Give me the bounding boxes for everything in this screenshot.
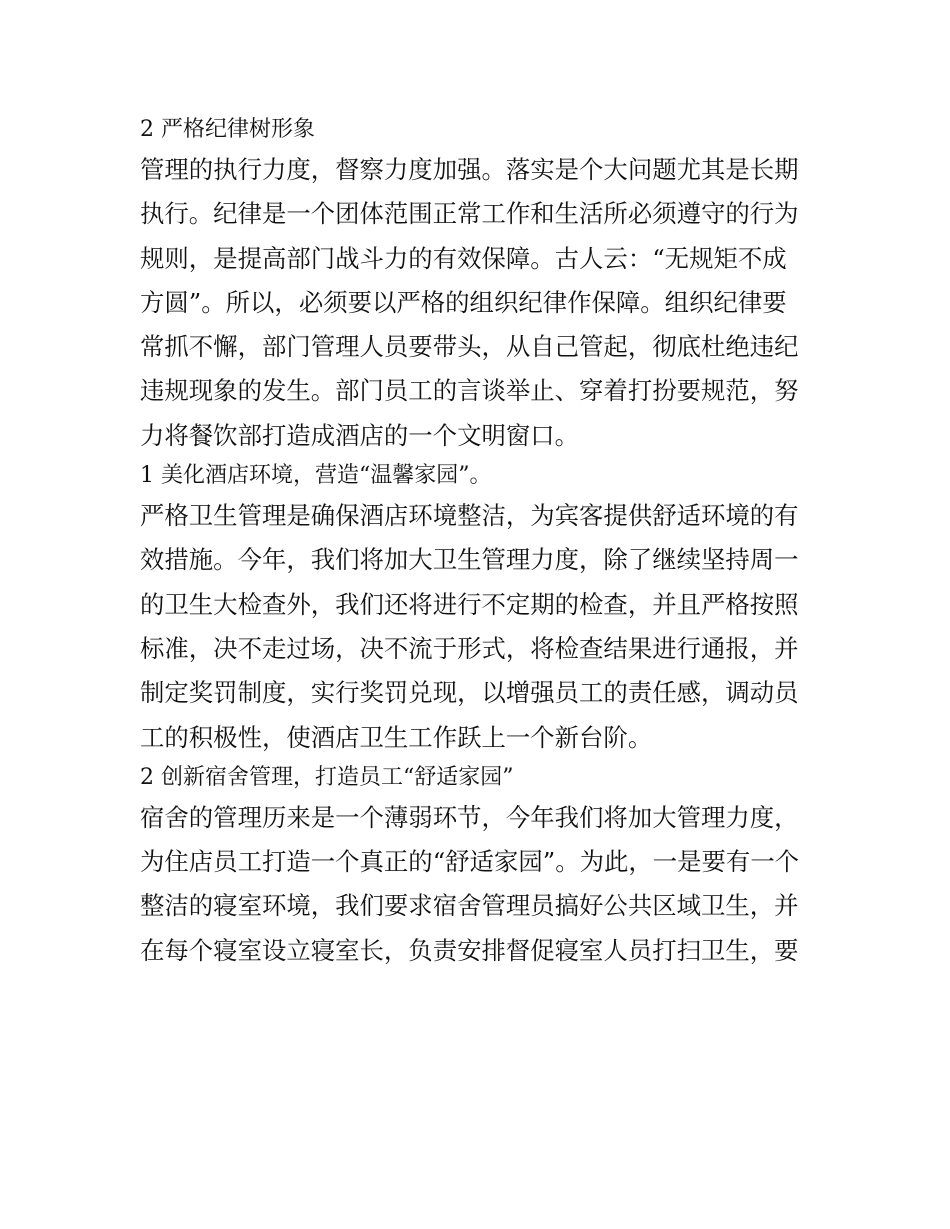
paragraph-environment (140, 494, 820, 760)
paragraph-line: 严格卫生管理是确保酒店环境整洁，为宾客提供舒适环境的有 (140, 501, 799, 531)
paragraph-line: 整洁的寝室环境，我们要求宿舍管理员搞好公共区域卫生，并 (140, 891, 799, 921)
section-heading-environment (140, 458, 820, 494)
section-heading-discipline (140, 112, 820, 148)
paragraph-line: 为住店员工打造一个真正的“舒适家园”。为此，一是要有一个 (140, 847, 800, 877)
paragraph-line: 规则，是提高部门战斗力的有效保障。古人云：“无规矩不成 (140, 243, 787, 273)
paragraph-line: 管理的执行力度，督察力度加强。落实是个大问题尤其是长期 (140, 155, 799, 184)
paragraph-line: 方圆”。所以，必须要以严格的组织纪律作保障。组织纪律要 (140, 287, 787, 317)
document-body (140, 112, 820, 973)
paragraph-line: 常抓不懈，部门管理人员要带头，从自己管起，彻底杜绝违纪 (140, 332, 799, 362)
paragraph-line: 在每个寝室设立寝室长，负责安排督促寝室人员打扫卫生，要 (140, 935, 799, 965)
paragraph-line: 违规现象的发生。部门员工的言谈举止、穿着打扮要规范，努 (140, 376, 799, 406)
paragraph-line: 力将餐饮部打造成酒店的一个文明窗口。 (140, 420, 580, 450)
heading-line: 1 美化酒店环境，营造“温馨家园”。 (140, 463, 492, 489)
paragraph-discipline (140, 148, 820, 458)
section-heading-dormitory (140, 760, 820, 796)
paragraph-line: 宿舍的管理历来是一个薄弱环节，今年我们将加大管理力度， (140, 802, 799, 832)
paragraph-line: 制定奖罚制度，实行奖罚兑现，以增强员工的责任感，调动员 (140, 678, 799, 708)
paragraph-line: 工的积极性，使酒店卫生工作跃上一个新台阶。 (140, 722, 653, 752)
heading-line: 2 严格纪律树形象 (140, 117, 315, 142)
paragraph-line: 标准，决不走过场，决不流于形式，将检查结果进行通报，并 (140, 633, 799, 663)
paragraph-line: 效措施。今年，我们将加大卫生管理力度，除了继续坚持周一 (140, 545, 799, 575)
paragraph-line: 的卫生大检查外，我们还将进行不定期的检查，并且严格按照 (140, 589, 799, 619)
paragraph-line: 执行。纪律是一个团体范围正常工作和生活所必须遵守的行为 (140, 199, 799, 229)
paragraph-dormitory (140, 796, 820, 973)
heading-line: 2 创新宿舍管理，打造员工“舒适家园” (140, 764, 514, 790)
